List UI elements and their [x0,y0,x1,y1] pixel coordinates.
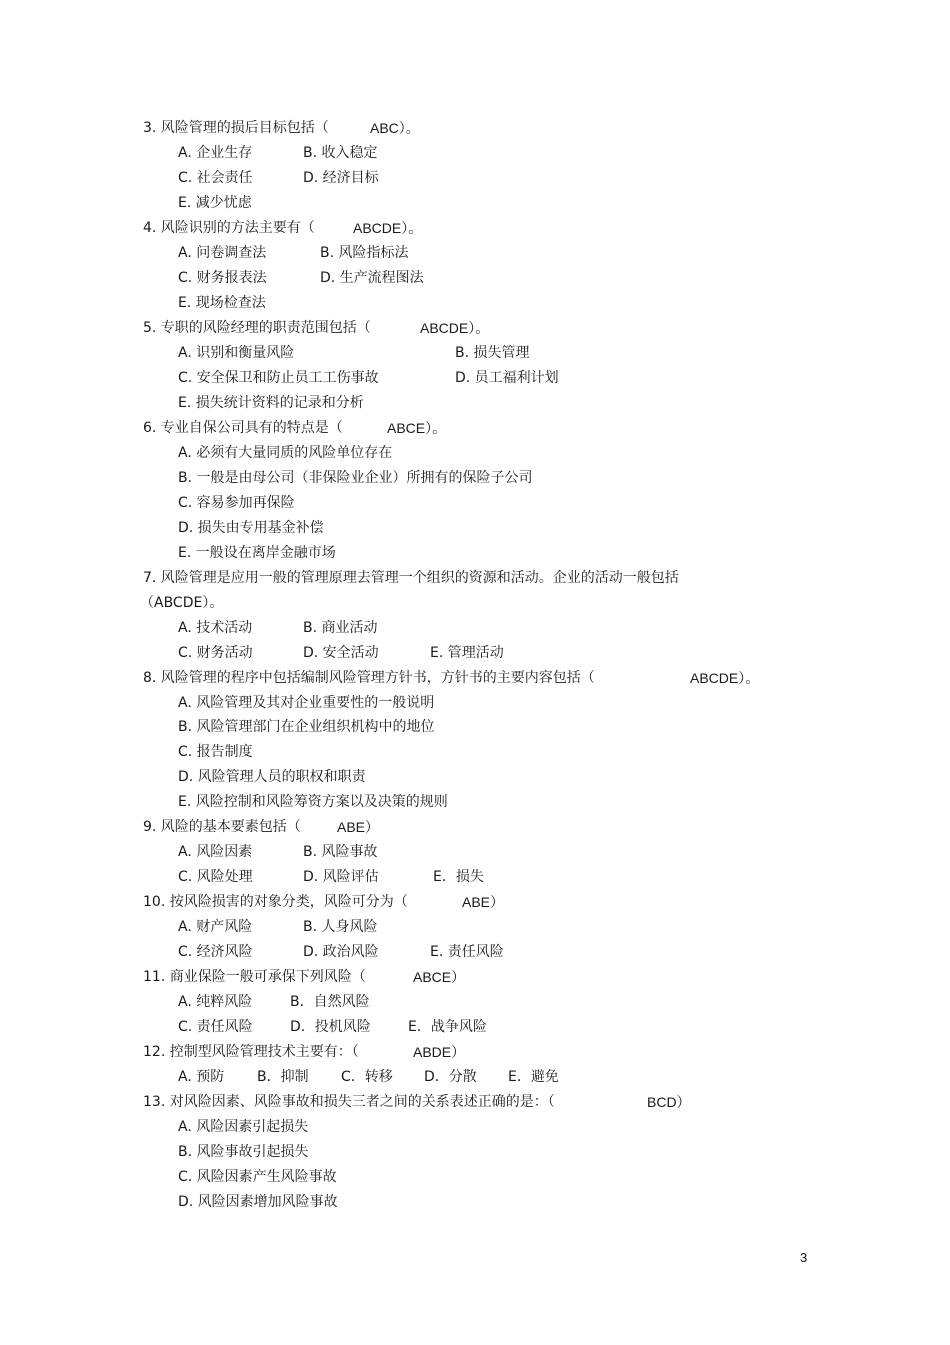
question-10-option-a: A. 财产风险 [178,919,253,935]
question-12-option-a: A. 预防 [178,1069,225,1085]
question-11-option-b: B．自然风险 [290,994,370,1010]
question-5-stem: 5. 专职的风险经理的职责范围包括（ [143,320,371,336]
question-8-option-c: C. 报告制度 [178,744,253,760]
question-4-option-d: D. 生产流程图法 [320,270,424,286]
question-9-option-d: D. 风险评估 [303,869,379,885]
question-11-option-e: E．战争风险 [408,1019,487,1035]
question-4-option-b: B. 风险指标法 [320,245,409,261]
question-4-option-a: A. 问卷调查法 [178,245,267,261]
question-11-stem: 11. 商业保险一般可承保下列风险（ [143,969,366,985]
question-8-option-a: A. 风险管理及其对企业重要性的一般说明 [178,695,435,711]
question-5-answer: ABCDE）。 [420,320,490,336]
question-6-option-b: B. 一般是由母公司（非保险业企业）所拥有的保险子公司 [178,470,533,486]
question-9-option-c: C. 风险处理 [178,869,253,885]
question-4-answer: ABCDE）。 [353,220,423,236]
question-12-option-e: E．避免 [508,1069,559,1085]
question-9-answer: ABE） [337,819,380,835]
question-7-answer: （ABCDE）。 [140,595,224,611]
question-9-option-b: B. 风险事故 [303,844,378,860]
question-13-option-b: B. 风险事故引起损失 [178,1144,309,1160]
question-6-option-c: C. 容易参加再保险 [178,495,295,511]
question-11-option-d: D．投机风险 [290,1019,371,1035]
question-5-option-c: C. 安全保卫和防止员工工伤事故 [178,370,379,386]
question-13-stem: 13. 对风险因素、风险事故和损失三者之间的关系表述正确的是：（ [143,1094,555,1110]
question-12-answer: ABDE） [413,1044,466,1060]
question-8-answer: ABCDE）。 [690,670,760,686]
question-8-stem: 8. 风险管理的程序中包括编制风险管理方针书，方针书的主要内容包括（ [143,670,595,686]
question-7-option-d: D. 安全活动 [303,645,379,661]
question-3-option-a: A. 企业生存 [178,145,253,161]
question-13-option-c: C. 风险因素产生风险事故 [178,1169,337,1185]
question-3-option-e: E. 减少忧虑 [178,195,252,211]
question-8-option-b: B. 风险管理部门在企业组织机构中的地位 [178,719,435,735]
question-13-option-a: A. 风险因素引起损失 [178,1119,309,1135]
question-6-answer: ABCE）。 [387,420,447,436]
question-9-stem: 9. 风险的基本要素包括（ [143,819,301,835]
question-6-option-d: D. 损失由专用基金补偿 [178,520,324,536]
question-10-option-e: E. 责任风险 [430,944,504,960]
question-10-option-b: B. 人身风险 [303,919,378,935]
question-5-option-d: D. 员工福利计划 [455,370,559,386]
question-6-stem: 6. 专业自保公司具有的特点是（ [143,420,343,436]
question-7-stem: 7. 风险管理是应用一般的管理原理去管理一个组织的资源和活动。企业的活动一般包括 [143,570,679,586]
page-number: 3 [800,1250,808,1265]
question-11-option-a: A. 纯粹风险 [178,994,253,1010]
question-8-option-e: E. 风险控制和风险筹资方案以及决策的规则 [178,794,448,810]
question-10-answer: ABE） [462,894,505,910]
question-3-option-c: C. 社会责任 [178,170,253,186]
question-11-option-c: C. 责任风险 [178,1019,253,1035]
question-12-option-b: B．抑制 [257,1069,309,1085]
question-6-option-a: A. 必须有大量同质的风险单位存在 [178,445,393,461]
question-9-option-a: A. 风险因素 [178,844,253,860]
question-5-option-b: B. 损失管理 [455,345,530,361]
question-3-option-b: B. 收入稳定 [303,145,378,161]
question-12-stem: 12. 控制型风险管理技术主要有：（ [143,1044,359,1060]
question-7-option-e: E. 管理活动 [430,645,504,661]
question-4-option-c: C. 财务报表法 [178,270,267,286]
question-12-option-c: C．转移 [341,1069,393,1085]
question-10-stem: 10. 按风险损害的对象分类，风险可分为（ [143,894,408,910]
question-8-option-d: D. 风险管理人员的职权和职责 [178,769,366,785]
question-3-stem: 3. 风险管理的损后目标包括（ [143,120,329,136]
question-3-option-d: D. 经济目标 [303,170,379,186]
question-4-stem: 4. 风险识别的方法主要有（ [143,220,315,236]
question-12-option-d: D．分散 [424,1069,477,1085]
question-7-option-b: B. 商业活动 [303,620,378,636]
question-10-option-d: D. 政治风险 [303,944,379,960]
question-9-option-e: E．损失 [433,869,484,885]
question-3-answer: ABC）。 [370,120,420,136]
question-6-option-e: E. 一般设在离岸金融市场 [178,545,336,561]
question-13-option-d: D. 风险因素增加风险事故 [178,1194,338,1210]
question-10-option-c: C. 经济风险 [178,944,253,960]
question-7-option-a: A. 技术活动 [178,620,253,636]
question-5-option-e: E. 损失统计资料的记录和分析 [178,395,364,411]
question-11-answer: ABCE） [413,969,466,985]
question-13-answer: BCD） [647,1094,691,1110]
question-5-option-a: A. 识别和衡量风险 [178,345,295,361]
question-4-option-e: E. 现场检查法 [178,295,266,311]
question-7-option-c: C. 财务活动 [178,645,253,661]
